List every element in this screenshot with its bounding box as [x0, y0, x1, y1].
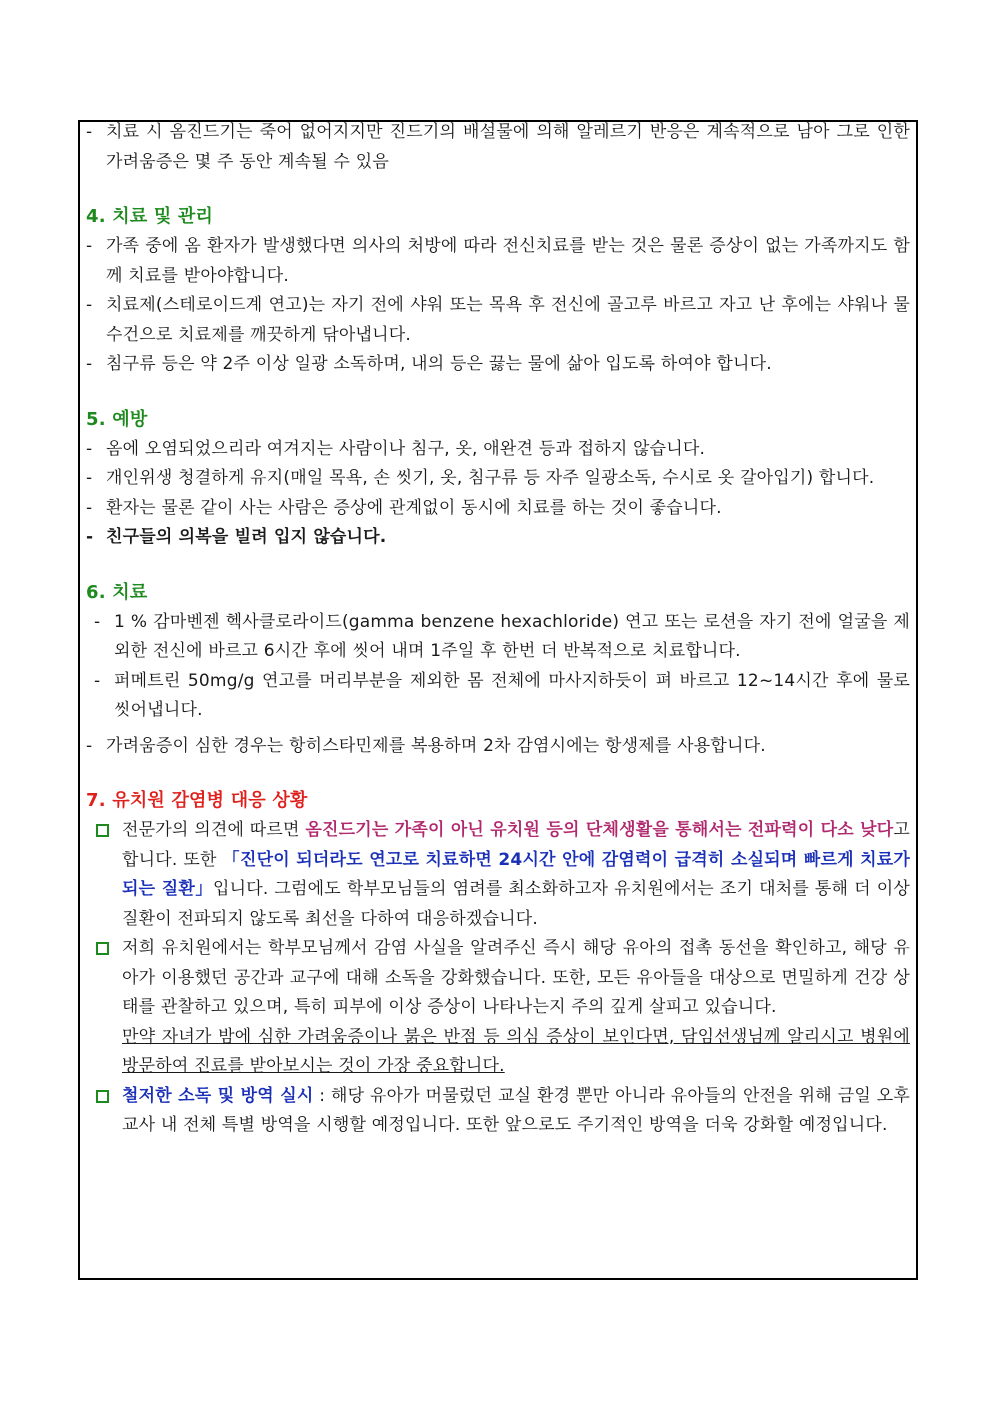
- list-item: [86, 435, 910, 465]
- section4-item-3: 침구류 등은 약 2주 이상 일광 소독하며, 내의 등은 끓는 물에 삶아 입도록 하여야 합니다.: [106, 354, 772, 374]
- intro-item: [86, 118, 910, 177]
- section7-title: 7. 유치원 감염병 대응 상황: [86, 790, 308, 811]
- list-item: [94, 667, 910, 726]
- section5-item-2: 개인위생 청결하게 유지(매일 목욕, 손 씻기, 옷, 침구류 등 자주 일광소독, 수시로 옷 갈아입기) 합니다.: [106, 468, 875, 488]
- list-item: [86, 494, 910, 524]
- list-item: [86, 732, 910, 762]
- dash-bullet: -: [86, 295, 93, 315]
- dash-bullet: -: [86, 468, 93, 488]
- p3-text: : 해당 유아가 머물렀던 교실 환경 뿐만 아니라 유아들의 안전을 위해 금일 오후 교사 내 전체 특별 방역을 시행할 예정입니다. 또한 앞으로도 주기적인 방역을 더욱 강화할 예정입니다.: [122, 1085, 911, 1135]
- p1-text-a: 전문가의 의견에 따르면: [122, 820, 306, 840]
- dash-bullet: -: [86, 354, 93, 374]
- section7-paragraph-1: [86, 816, 910, 934]
- list-item: [86, 291, 910, 350]
- p1-text-c: 고 합니다. 또한: [122, 820, 910, 870]
- p1-text-e: 입니다. 그럼에도 학부모님들의 염려를 최소화하고자 유치원에서는 조기 대처를 통해 더 이상 질환이 전파되지 않도록 최선을 다하여 대응하겠습니다.: [122, 879, 911, 929]
- p3-label: 철저한 소독 및 방역 실시: [122, 1085, 314, 1106]
- dash-bullet: -: [86, 122, 93, 142]
- checkbox-square-icon: [96, 1090, 109, 1103]
- p1-highlight-magenta: 옴진드기는 가족이 아닌 유치원 등의 단체생활을 통해서는 전파력이 다소 낮다: [305, 820, 894, 840]
- section5-item-1: 옴에 오염되었으리라 여겨지는 사람이나 침구, 옷, 애완견 등과 접하지 않습니다.: [106, 438, 706, 459]
- list-item: [86, 350, 910, 380]
- list-item: [94, 608, 910, 667]
- intro-text: 치료 시 옴진드기는 죽어 없어지지만 진드기의 배설물에 의해 알레르기 반응은 계속적으로 남아 그로 인한 가려움증은 몇 주 동안 계속될 수 있음: [106, 122, 910, 172]
- section6-item-1: 1 % 감마벤젠 헥사클로라이드(gamma benzene hexachloride) 연고 또는 로션을 자기 전에 얼굴을 제외한 전신에 바르고 6시간 후에 씻어 내며 1주일 후 한번 더 반복적으로 치료합니다.: [114, 611, 910, 661]
- section5-title: 5. 예방: [86, 408, 148, 430]
- section4-item-2: 치료제(스테로이드계 연고)는 자기 전에 샤워 또는 목욕 후 전신에 골고루 바르고 자고 난 후에는 샤워나 물수건으로 치료제를 깨끗하게 닦아냅니다.: [106, 295, 910, 345]
- list-item: [86, 523, 910, 553]
- section5-bold-item: 친구들의 의복을 빌려 입지 않습니다.: [106, 527, 387, 547]
- dash-bullet: -: [86, 438, 93, 459]
- dash-bullet: -: [86, 735, 93, 756]
- dash-bullet: -: [86, 497, 93, 518]
- section7-paragraph-3: [86, 1082, 910, 1141]
- section5-item-3: 환자는 물론 같이 사는 사람은 증상에 관계없이 동시에 치료를 하는 것이 좋습니다.: [106, 497, 722, 518]
- dash-bullet: -: [86, 527, 94, 547]
- section6-item-2: 퍼메트린 50mg/g 연고를 머리부분을 제외한 몸 전체에 마사지하듯이 펴 바르고 12~14시간 후에 물로 씻어냅니다.: [114, 670, 910, 720]
- section4-item-1: 가족 중에 옴 환자가 발생했다면 의사의 처방에 따라 전신치료를 받는 것은 물론 증상이 없는 가족까지도 함께 치료를 받아야합니다.: [106, 236, 910, 286]
- checkbox-square-icon: [96, 824, 109, 837]
- document-body: [86, 118, 910, 1141]
- checkbox-square-icon: [96, 942, 109, 955]
- section4-title: 4. 치료 및 관리: [86, 206, 214, 227]
- list-item: [86, 232, 910, 291]
- dash-bullet: -: [94, 611, 101, 632]
- p2-text: 저희 유치원에서는 학부모님께서 감염 사실을 알려주신 즉시 해당 유아의 접촉 동선을 확인하고, 해당 유아가 이용했던 공간과 교구에 대해 소독을 강화했습니다. 또한, 모든 유아들을 대상으로 면밀하게 건강 상태를 관찰하고 있으며, 특히 피부에 이상 증상이 나타나는지 주의 깊게 살피고 있습니다.: [122, 938, 910, 1017]
- p2-underlined-notice: 만약 자녀가 밤에 심한 가려움증이나 붉은 반점 등 의심 증상이 보인다면, 담임선생님께 알리시고 병원에 방문하여 진료를 받아보시는 것이 가장 중요합니다.: [122, 1026, 910, 1076]
- section6-last-item: 가려움증이 심한 경우는 항히스타민제를 복용하며 2차 감염시에는 항생제를 사용합니다.: [106, 735, 766, 756]
- dash-bullet: -: [86, 236, 93, 256]
- dash-bullet: -: [94, 670, 101, 691]
- p1-highlight-blue: 「진단이 되더라도 연고로 치료하면 24시간 안에 감염력이 급격히 소실되며 빠르게 치료가 되는 질환」: [122, 849, 910, 899]
- list-item: [86, 464, 910, 494]
- section7-paragraph-2: [86, 934, 910, 1082]
- section6-title: 6. 치료: [86, 581, 148, 603]
